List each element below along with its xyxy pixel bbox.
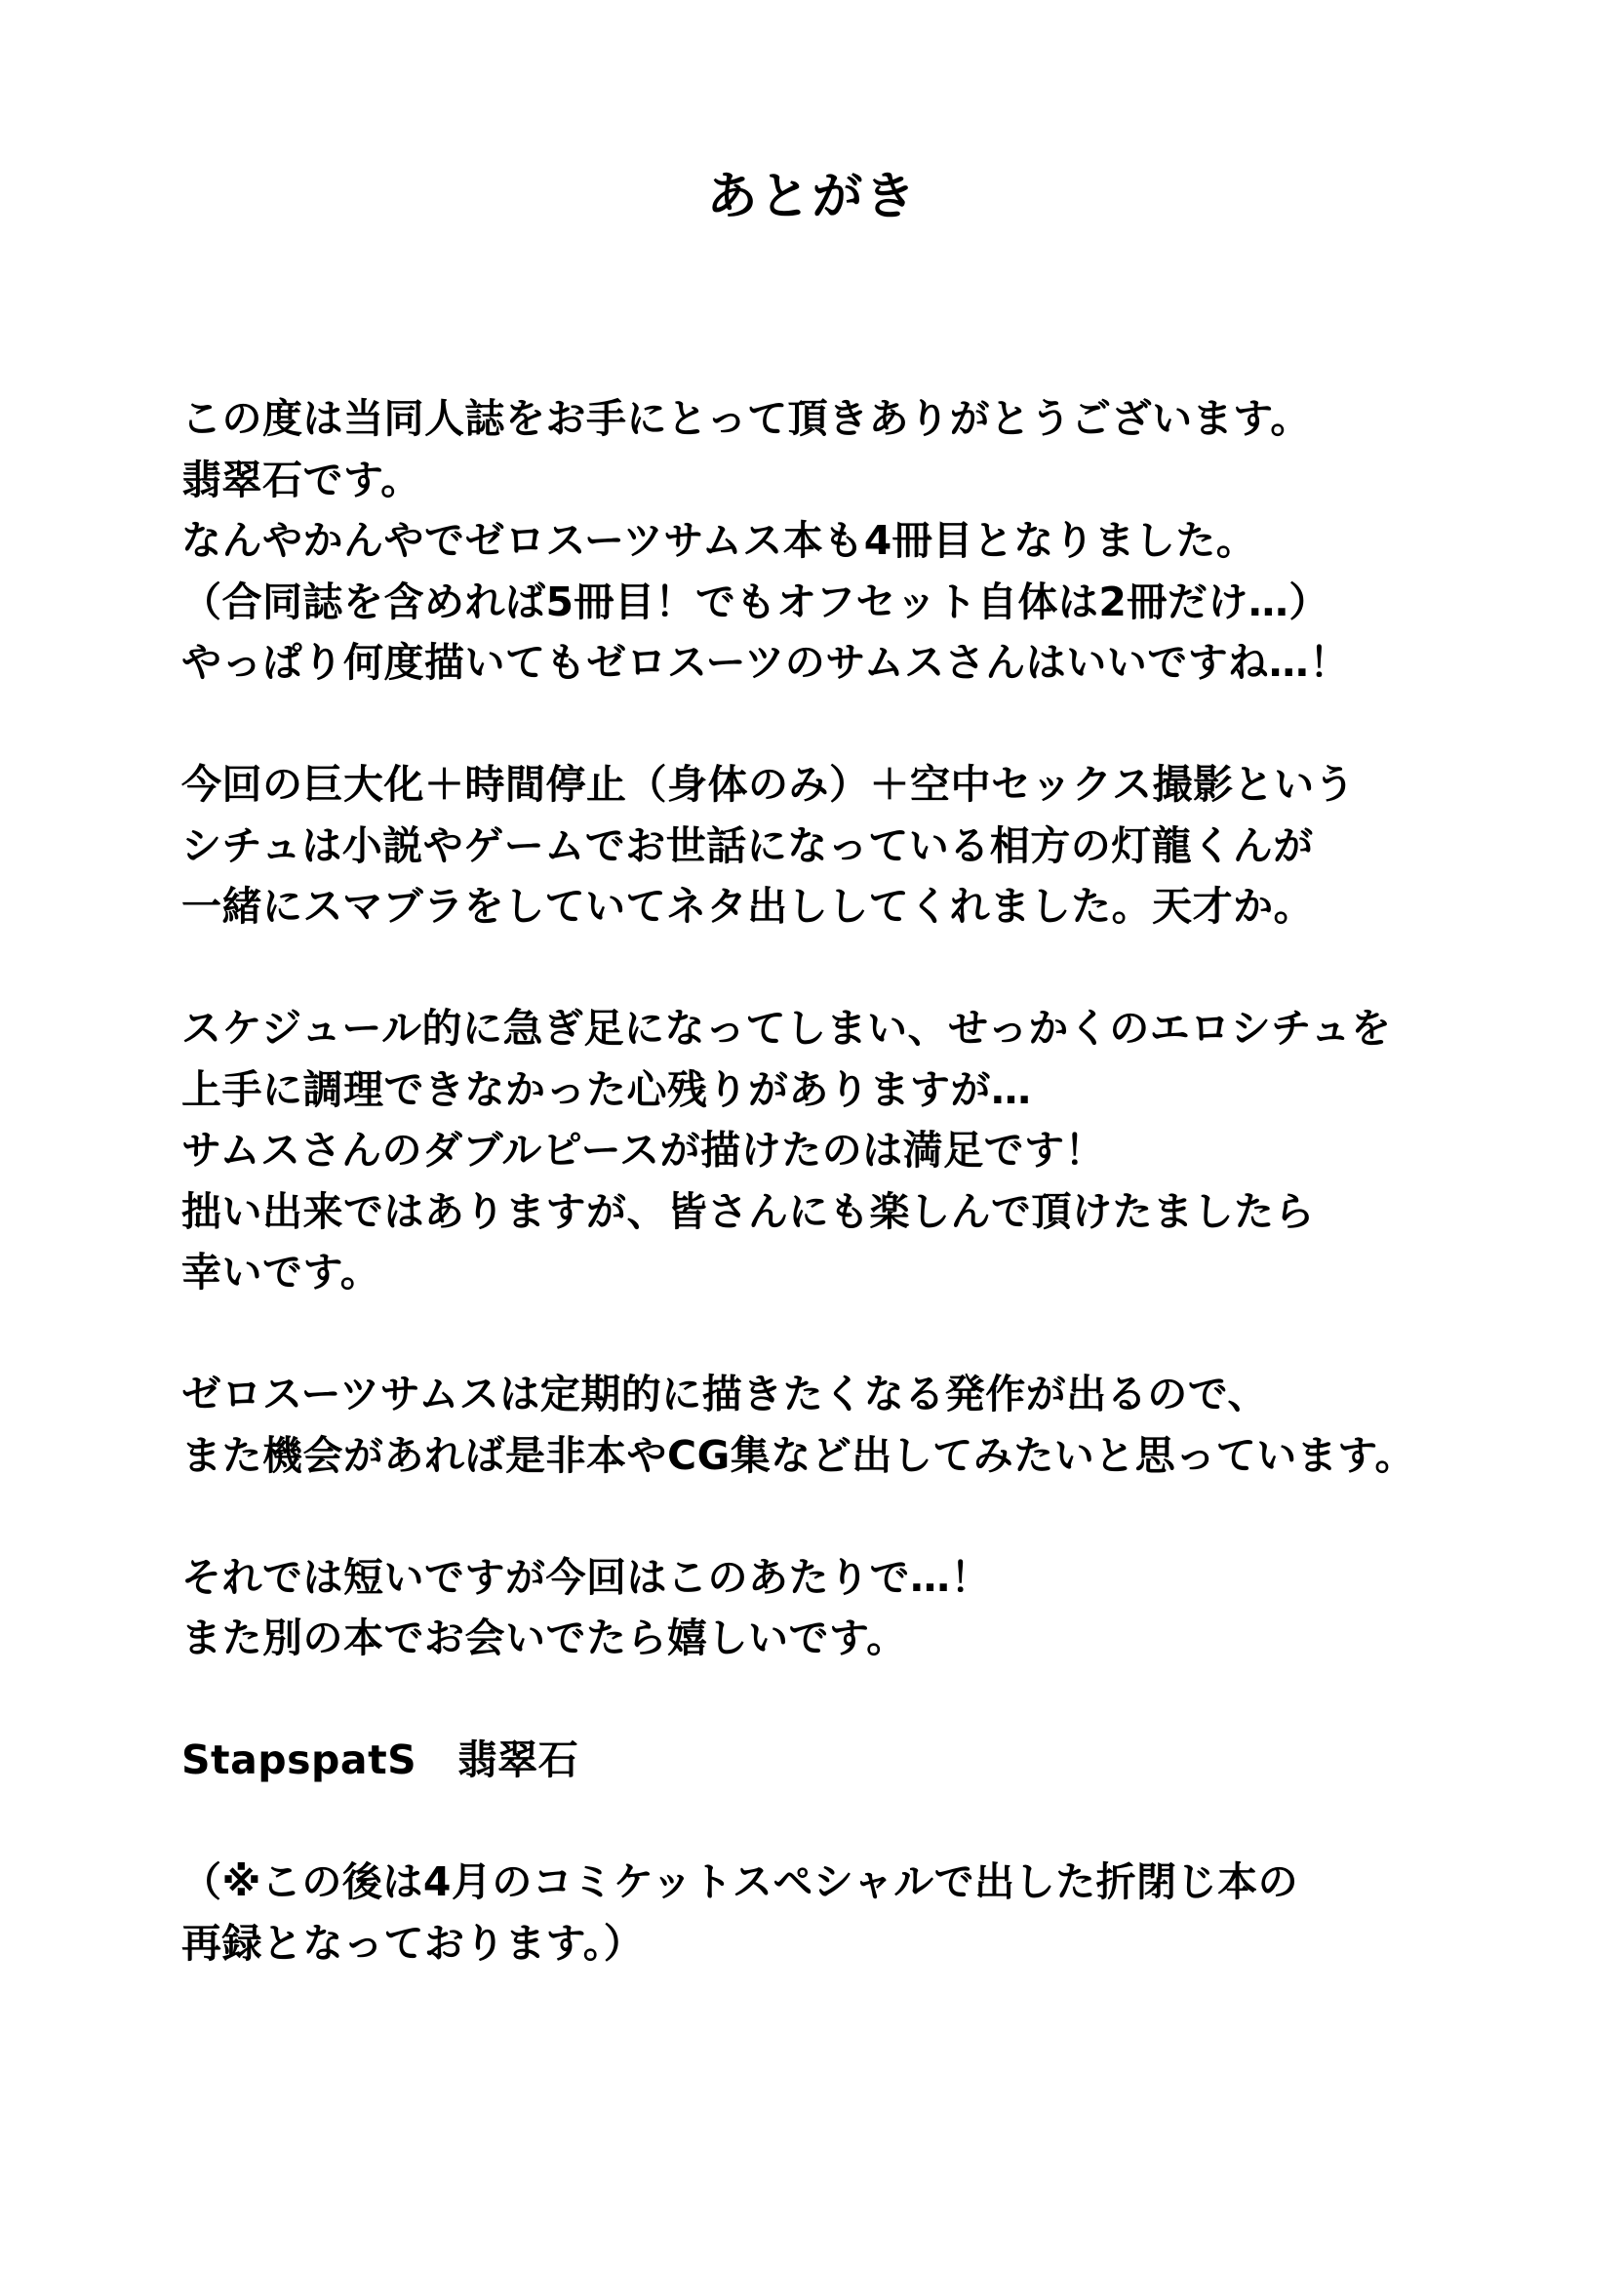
text-line: 幸いです。 [181,1249,381,1296]
text-line: スケジュール的に急ぎ足になってしまい、せっかくのエロシチュを [181,1005,1392,1052]
paragraph-future [181,1364,1547,1486]
paragraph-note [181,1852,1547,1974]
paragraph-spacer [181,1669,1547,1731]
text-line: 一緒にスマブラをしていてネタ出ししてくれました。天才か。 [181,883,1315,930]
text-line: また別の本でお会いでたら嬉しいです。 [181,1615,907,1661]
paragraph-spacer [181,694,1547,755]
afterword-body [181,388,1547,1974]
paragraph-schedule [181,998,1547,1303]
text-line: それでは短いですが今回はこのあたりで…！ [181,1553,991,1601]
text-line: （※この後は4月のコミケットスペシャルで出した折閉じ本の [181,1858,1299,1905]
paragraph-spacer [181,1486,1547,1547]
text-line: この度は当同人誌をお手にとって頂きありがとうございます。 [181,395,1311,442]
text-line: 拙い出来ではありますが、皆さんにも楽しんで頂けたましたら [181,1187,1315,1235]
text-line: 今回の巨大化＋時間停止（身体のみ）＋空中セックス撮影という [181,761,1356,808]
paragraph-spacer [181,937,1547,999]
paragraph-greeting [181,388,1547,694]
text-line: サムスさんのダブルピースが描けたのは満足です！ [181,1127,1106,1174]
text-line: また機会があれば是非本やCG集など出してみたいと思っています。 [181,1431,1415,1479]
page-title: あとがき [706,168,918,226]
paragraph-spacer [181,1791,1547,1853]
text-line: 上手に調理できなかった心残りがありますが… [181,1065,1032,1113]
text-line: ゼロスーツサムスは定期的に描きたくなる発作が出るので、 [181,1371,1268,1417]
paragraph-situation [181,754,1547,937]
paragraph-closing [181,1547,1547,1669]
text-line: 再録となっております。） [181,1919,645,1967]
author-signature: StapspatS 翡翠石 [181,1736,579,1783]
text-line: シチュは小説やゲームでお世話になっている相方の灯龍くんが [181,821,1314,869]
text-line: やっぱり何度描いてもゼロスーツのサムスさんはいいですね…！ [181,639,1350,686]
text-line: 翡翠石です。 [181,456,421,503]
paragraph-spacer [181,1303,1547,1365]
text-line: （合同誌を含めれば5冊目！でもオフセット自体は2冊だけ…） [181,578,1329,625]
text-line: なんやかんやでゼロスーツサムス本も4冊目となりました。 [181,517,1257,564]
signature [181,1730,1547,1791]
